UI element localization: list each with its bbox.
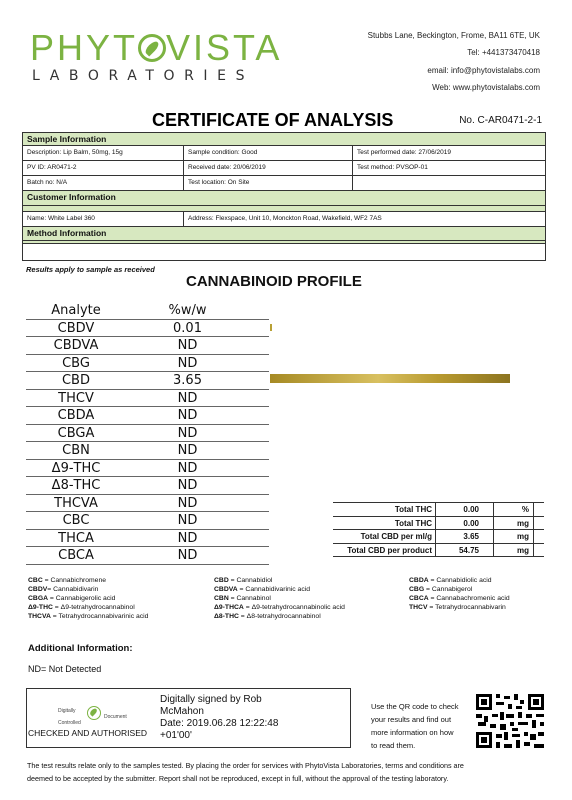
method-info-heading: Method Information bbox=[23, 227, 545, 241]
sample-description: Description: Lip Balm, 50mg, 15g bbox=[23, 146, 184, 160]
total-spacer bbox=[534, 503, 544, 516]
total-spacer bbox=[534, 517, 544, 530]
company-logo bbox=[30, 27, 283, 68]
table-row bbox=[26, 355, 269, 373]
analyte-header-row bbox=[26, 302, 269, 320]
table-row bbox=[26, 477, 269, 495]
analyte-column-header: Analyte bbox=[51, 303, 101, 318]
analyte-value: ND bbox=[177, 548, 198, 563]
table-row bbox=[26, 337, 269, 355]
additional-info-heading: Additional Information: bbox=[28, 643, 133, 654]
results-note: Results apply to sample as received bbox=[26, 265, 155, 274]
certificate-number: No. C-AR0471-2-1 bbox=[459, 115, 542, 126]
pv-id: PV ID: AR0471-2 bbox=[23, 161, 184, 175]
table-row bbox=[23, 146, 545, 161]
table-row bbox=[23, 212, 545, 227]
table-row bbox=[333, 517, 544, 531]
digital-signature bbox=[160, 694, 278, 742]
signature-line: Date: 2019.06.28 12:22:48 bbox=[160, 718, 279, 729]
glossary-item: CBD = Cannabidiol bbox=[214, 577, 273, 584]
stamp-logo-icon bbox=[87, 706, 101, 720]
analyte-value: ND bbox=[177, 338, 198, 353]
total-unit: mg bbox=[494, 517, 534, 530]
table-row bbox=[26, 547, 269, 565]
table-row bbox=[26, 372, 269, 390]
analyte-value: ND bbox=[177, 390, 198, 406]
analyte-name: CBC bbox=[62, 513, 90, 528]
sample-info-heading: Sample Information bbox=[23, 133, 545, 146]
total-unit: mg bbox=[494, 544, 534, 557]
analyte-table bbox=[26, 302, 269, 565]
analyte-value: ND bbox=[177, 460, 198, 476]
analyte-name: THCVA bbox=[54, 495, 98, 511]
glossary-column-1 bbox=[28, 576, 228, 621]
analyte-name: Δ8-THC bbox=[51, 478, 101, 493]
qr-instructions bbox=[371, 700, 459, 752]
table-row bbox=[26, 495, 269, 513]
qr-line: your results and find out bbox=[371, 715, 452, 724]
cbdv-bar bbox=[270, 324, 272, 331]
table-row bbox=[333, 503, 544, 517]
glossary-column-2 bbox=[214, 576, 414, 621]
total-label: Total THC bbox=[333, 517, 436, 530]
glossary-item: Δ9-THCA = Δ9-tetrahydrocannabinolic acid bbox=[214, 604, 345, 611]
batch-number: Batch no: N/A bbox=[23, 176, 184, 190]
total-value: 54.75 bbox=[436, 544, 494, 557]
table-row bbox=[23, 176, 545, 191]
cbd-bar bbox=[270, 374, 510, 383]
table-row bbox=[26, 390, 269, 408]
glossary-item: CBN = Cannabinol bbox=[214, 595, 271, 602]
analyte-name: THCV bbox=[58, 390, 94, 406]
analyte-value: ND bbox=[177, 478, 198, 493]
document-title: CERTIFICATE OF ANALYSIS bbox=[152, 110, 394, 130]
signature-line: McMahon bbox=[160, 706, 204, 717]
analyte-name: CBCA bbox=[58, 548, 94, 563]
checked-authorised-label: CHECKED AND AUTHORISED bbox=[28, 728, 148, 738]
footer-line: The test results relate only to the samples tested. By placing the order for services with PhytoVista Laboratories, terms and conditions are bbox=[27, 761, 464, 770]
analyte-value: ND bbox=[177, 408, 198, 423]
glossary-item: CBDVA = Cannabidivarinic acid bbox=[214, 586, 311, 593]
glossary-item: CBCA = Cannabachromenic acid bbox=[409, 595, 510, 602]
glossary-item: CBGA = Cannabigerolic acid bbox=[28, 595, 116, 602]
total-value: 0.00 bbox=[436, 517, 494, 530]
table-row bbox=[26, 425, 269, 443]
qr-line: to read them. bbox=[371, 741, 416, 750]
test-performed-date: Test performed date: 27/06/2019 bbox=[357, 149, 451, 156]
analyte-name: CBN bbox=[62, 443, 90, 458]
analyte-value: 3.65 bbox=[173, 373, 202, 388]
empty-cell bbox=[353, 176, 545, 190]
table-row bbox=[26, 407, 269, 425]
total-unit: mg bbox=[494, 530, 534, 543]
total-spacer bbox=[534, 544, 544, 557]
table-row bbox=[26, 460, 269, 478]
stamp-text-document: Document bbox=[104, 714, 127, 720]
total-value: 0.00 bbox=[436, 503, 494, 516]
customer-info-heading: Customer Information bbox=[23, 191, 545, 206]
qr-line: more information on how bbox=[371, 728, 454, 737]
stamp-text-digitally: Digitally bbox=[58, 708, 76, 714]
analyte-name: THCA bbox=[58, 530, 94, 546]
method-info-body bbox=[23, 244, 545, 260]
glossary-item: Δ8-THC = Δ8-tetrahydrocannabinol bbox=[214, 613, 321, 620]
glossary-item: THCV = Tetrahydrocannabivarin bbox=[409, 604, 506, 611]
test-method: Test method: PVSOP-01 bbox=[357, 164, 428, 171]
analyte-name: CBDA bbox=[57, 408, 95, 423]
total-label: Total CBD per product bbox=[333, 544, 436, 557]
stamp-text-controlled: Controlled bbox=[58, 720, 81, 726]
analyte-name: Δ9-THC bbox=[51, 460, 101, 476]
total-value: 3.65 bbox=[436, 530, 494, 543]
customer-name: Name: White Label 360 bbox=[23, 212, 184, 226]
analyte-name: CBDV bbox=[57, 320, 95, 336]
profile-title: CANNABINOID PROFILE bbox=[186, 273, 362, 290]
company-web: Web: www.phytovistalabs.com bbox=[432, 83, 540, 92]
nd-note: ND= Not Detected bbox=[28, 664, 102, 674]
total-label: Total CBD per ml/g bbox=[333, 530, 436, 543]
glossary-column-3 bbox=[409, 576, 549, 612]
sample-info-table bbox=[22, 132, 546, 261]
qr-line: Use the QR code to check bbox=[371, 702, 459, 711]
analyte-name: CBGA bbox=[57, 425, 95, 441]
sample-condition: Sample condition: Good bbox=[184, 146, 353, 160]
table-row bbox=[26, 442, 269, 460]
footer-disclaimer bbox=[27, 759, 547, 785]
totals-table bbox=[333, 502, 544, 557]
total-spacer bbox=[534, 530, 544, 543]
analyte-value: ND bbox=[177, 355, 198, 371]
logo-wordmark: PHYT VISTA bbox=[30, 27, 283, 68]
total-unit: % bbox=[494, 503, 534, 516]
analyte-name: CBDVA bbox=[53, 338, 99, 353]
company-tel: Tel: +441373470418 bbox=[467, 48, 540, 57]
glossary-item: CBG = Cannabigerol bbox=[409, 586, 473, 593]
analyte-value: ND bbox=[177, 513, 198, 528]
table-row bbox=[26, 320, 269, 338]
table-row bbox=[26, 512, 269, 530]
table-row bbox=[333, 544, 544, 558]
customer-address: Address: Flexspace, Unit 10, Monckton Road, Wakefield, WF2 7AS bbox=[188, 215, 382, 222]
test-location: Test location: On Site bbox=[184, 176, 353, 190]
analyte-name: CBG bbox=[62, 355, 90, 371]
glossary-item: CBC = Cannabichromene bbox=[28, 577, 107, 584]
analyte-value: ND bbox=[177, 530, 198, 546]
value-column-header: %w/w bbox=[168, 303, 207, 318]
company-address: Stubbs Lane, Beckington, Frome, BA11 6TE, UK bbox=[367, 31, 540, 40]
signature-line: Digitally signed by Rob bbox=[160, 694, 262, 705]
glossary-item: CBDA = Cannabidiolic acid bbox=[409, 577, 492, 584]
glossary-item: Δ9-THC = Δ9-tetrahydrocannabinol bbox=[28, 604, 135, 611]
analyte-value: ND bbox=[177, 495, 198, 511]
analyte-value: 0.01 bbox=[173, 320, 202, 336]
analyte-value: ND bbox=[177, 425, 198, 441]
table-row bbox=[333, 530, 544, 544]
table-row bbox=[23, 161, 545, 176]
footer-line: deemed to be accepted by the submitter. Report shall not be reproduced, except in full, without the approval of the testing laboratory. bbox=[27, 774, 449, 783]
table-row bbox=[26, 530, 269, 548]
total-label: Total THC bbox=[333, 503, 436, 516]
qr-code-icon[interactable] bbox=[474, 692, 546, 750]
company-email: email: info@phytovistalabs.com bbox=[427, 66, 540, 75]
logo-subtitle: LABORATORIES bbox=[32, 68, 255, 84]
signature-line: +01'00' bbox=[160, 730, 192, 741]
analyte-value: ND bbox=[177, 443, 198, 458]
glossary-item: CBDV= Cannabidivarin bbox=[28, 586, 99, 593]
received-date: Received date: 20/06/2019 bbox=[184, 161, 353, 175]
glossary-item: THCVA = Tetrahydrocannabivarinic acid bbox=[28, 613, 149, 620]
analyte-name: CBD bbox=[61, 373, 90, 388]
